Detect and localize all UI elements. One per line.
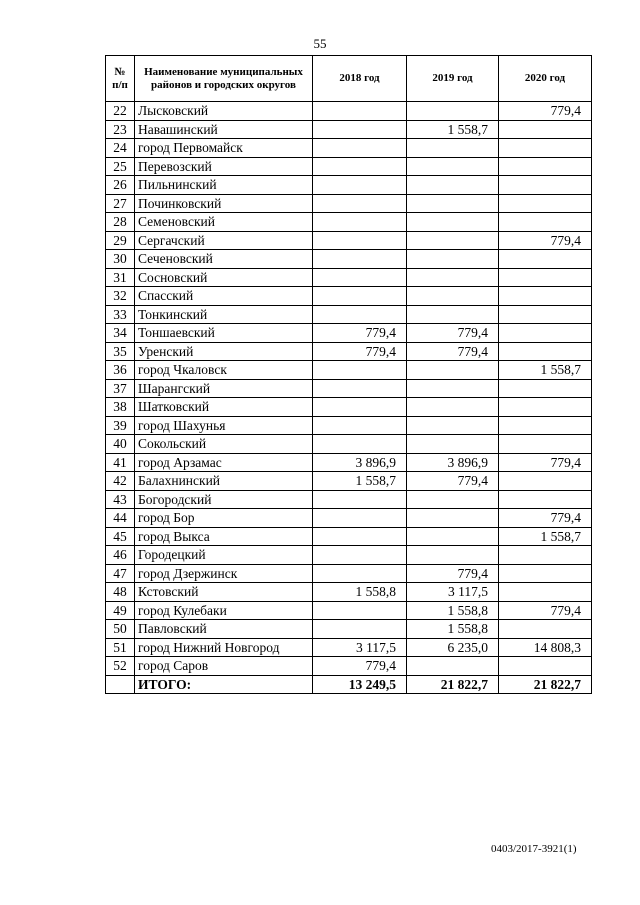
row-number: 33 — [106, 305, 135, 324]
value-2018 — [313, 102, 407, 121]
allocation-table — [105, 55, 592, 694]
value-2019: 1 558,8 — [407, 601, 499, 620]
value-2020 — [499, 287, 592, 306]
value-2018 — [313, 601, 407, 620]
district-name: Перевозский — [135, 157, 313, 176]
value-2020: 1 558,7 — [499, 527, 592, 546]
district-name: город Дзержинск — [135, 564, 313, 583]
row-number: 36 — [106, 361, 135, 380]
value-2019: 779,4 — [407, 324, 499, 343]
value-2020 — [499, 120, 592, 139]
row-number: 48 — [106, 583, 135, 602]
district-name: Семеновский — [135, 213, 313, 232]
value-2019: 6 235,0 — [407, 638, 499, 657]
district-name: город Нижний Новгород — [135, 638, 313, 657]
district-name: Тонкинский — [135, 305, 313, 324]
value-2020 — [499, 342, 592, 361]
value-2020 — [499, 564, 592, 583]
table-row — [106, 231, 592, 250]
value-2020 — [499, 324, 592, 343]
value-2020 — [499, 620, 592, 639]
district-name: Кстовский — [135, 583, 313, 602]
value-2020: 779,4 — [499, 453, 592, 472]
total-row — [106, 675, 592, 694]
value-2020: 14 808,3 — [499, 638, 592, 657]
district-name: город Выкса — [135, 527, 313, 546]
row-number: 42 — [106, 472, 135, 491]
value-2019 — [407, 435, 499, 454]
table-row — [106, 324, 592, 343]
table-row — [106, 157, 592, 176]
table-row — [106, 379, 592, 398]
total-label: ИТОГО: — [135, 675, 313, 694]
value-2018 — [313, 287, 407, 306]
value-2020 — [499, 583, 592, 602]
total-2020: 21 822,7 — [499, 675, 592, 694]
value-2019 — [407, 361, 499, 380]
district-name: Уренский — [135, 342, 313, 361]
table-row — [106, 583, 592, 602]
table-row — [106, 194, 592, 213]
row-number: 39 — [106, 416, 135, 435]
value-2019: 1 558,8 — [407, 620, 499, 639]
value-2018 — [313, 416, 407, 435]
header-no: № п/п — [106, 56, 135, 102]
value-2019: 779,4 — [407, 472, 499, 491]
table-row — [106, 416, 592, 435]
value-2018 — [313, 546, 407, 565]
value-2020: 779,4 — [499, 601, 592, 620]
district-name: Павловский — [135, 620, 313, 639]
table-row — [106, 287, 592, 306]
value-2020 — [499, 416, 592, 435]
district-name: город Чкаловск — [135, 361, 313, 380]
value-2019 — [407, 287, 499, 306]
table-header-row — [106, 56, 592, 102]
value-2018: 779,4 — [313, 657, 407, 676]
value-2018: 1 558,8 — [313, 583, 407, 602]
value-2018: 3 117,5 — [313, 638, 407, 657]
district-name: город Кулебаки — [135, 601, 313, 620]
district-name: Починковский — [135, 194, 313, 213]
value-2019 — [407, 194, 499, 213]
value-2018 — [313, 305, 407, 324]
district-name: Спасский — [135, 287, 313, 306]
table-row — [106, 601, 592, 620]
row-number: 28 — [106, 213, 135, 232]
value-2020 — [499, 139, 592, 158]
value-2020 — [499, 176, 592, 195]
value-2018 — [313, 564, 407, 583]
district-name: город Бор — [135, 509, 313, 528]
value-2019 — [407, 657, 499, 676]
row-number: 43 — [106, 490, 135, 509]
value-2019 — [407, 527, 499, 546]
table-row — [106, 250, 592, 269]
value-2018: 3 896,9 — [313, 453, 407, 472]
district-name: Балахнинский — [135, 472, 313, 491]
table-row — [106, 435, 592, 454]
table-row — [106, 102, 592, 121]
value-2019 — [407, 398, 499, 417]
row-number: 38 — [106, 398, 135, 417]
value-2018 — [313, 527, 407, 546]
value-2020 — [499, 268, 592, 287]
value-2020 — [499, 435, 592, 454]
value-2018 — [313, 379, 407, 398]
value-2019 — [407, 102, 499, 121]
district-name: Сосновский — [135, 268, 313, 287]
value-2020 — [499, 546, 592, 565]
table-row — [106, 176, 592, 195]
value-2019 — [407, 268, 499, 287]
value-2019: 3 117,5 — [407, 583, 499, 602]
value-2020 — [499, 305, 592, 324]
value-2018 — [313, 231, 407, 250]
value-2018: 779,4 — [313, 324, 407, 343]
table-row — [106, 342, 592, 361]
row-number: 34 — [106, 324, 135, 343]
district-name: город Арзамас — [135, 453, 313, 472]
value-2018 — [313, 250, 407, 269]
document-code: 0403/2017-3921(1) — [491, 843, 577, 855]
row-number: 41 — [106, 453, 135, 472]
value-2019 — [407, 379, 499, 398]
total-2019: 21 822,7 — [407, 675, 499, 694]
row-number: 32 — [106, 287, 135, 306]
value-2018 — [313, 139, 407, 158]
value-2018 — [313, 194, 407, 213]
value-2018 — [313, 620, 407, 639]
value-2020: 779,4 — [499, 231, 592, 250]
value-2018 — [313, 213, 407, 232]
total-number-cell — [106, 675, 135, 694]
table-row — [106, 490, 592, 509]
header-name: Наименование муниципальных районов и городских округов — [135, 56, 313, 102]
value-2019 — [407, 213, 499, 232]
row-number: 49 — [106, 601, 135, 620]
table-row — [106, 361, 592, 380]
table-row — [106, 564, 592, 583]
table-row — [106, 120, 592, 139]
table-row — [106, 398, 592, 417]
row-number: 37 — [106, 379, 135, 398]
value-2018 — [313, 398, 407, 417]
value-2019: 779,4 — [407, 564, 499, 583]
total-2018: 13 249,5 — [313, 675, 407, 694]
value-2020 — [499, 398, 592, 417]
district-name: Городецкий — [135, 546, 313, 565]
row-number: 25 — [106, 157, 135, 176]
table-row — [106, 657, 592, 676]
value-2020 — [499, 250, 592, 269]
district-name: Шатковский — [135, 398, 313, 417]
header-2018: 2018 год — [313, 56, 407, 102]
district-name: город Шахунья — [135, 416, 313, 435]
row-number: 29 — [106, 231, 135, 250]
row-number: 35 — [106, 342, 135, 361]
value-2020 — [499, 657, 592, 676]
value-2019 — [407, 546, 499, 565]
table-row — [106, 472, 592, 491]
value-2019 — [407, 139, 499, 158]
value-2019 — [407, 305, 499, 324]
row-number: 24 — [106, 139, 135, 158]
table-row — [106, 638, 592, 657]
value-2019 — [407, 231, 499, 250]
value-2018 — [313, 490, 407, 509]
district-name: Навашинский — [135, 120, 313, 139]
value-2020 — [499, 157, 592, 176]
table-row — [106, 453, 592, 472]
value-2018: 1 558,7 — [313, 472, 407, 491]
value-2018 — [313, 509, 407, 528]
row-number: 44 — [106, 509, 135, 528]
row-number: 27 — [106, 194, 135, 213]
value-2020 — [499, 194, 592, 213]
row-number: 50 — [106, 620, 135, 639]
value-2019 — [407, 176, 499, 195]
value-2019 — [407, 416, 499, 435]
district-name: Лысковский — [135, 102, 313, 121]
district-name: Тоншаевский — [135, 324, 313, 343]
value-2018 — [313, 268, 407, 287]
table-row — [106, 305, 592, 324]
row-number: 47 — [106, 564, 135, 583]
row-number: 51 — [106, 638, 135, 657]
row-number: 23 — [106, 120, 135, 139]
value-2020 — [499, 379, 592, 398]
value-2020 — [499, 213, 592, 232]
value-2019 — [407, 509, 499, 528]
table-row — [106, 213, 592, 232]
table-row — [106, 268, 592, 287]
row-number: 52 — [106, 657, 135, 676]
value-2018 — [313, 157, 407, 176]
value-2019 — [407, 157, 499, 176]
table-row — [106, 620, 592, 639]
district-name: Сергачский — [135, 231, 313, 250]
value-2019 — [407, 490, 499, 509]
value-2018 — [313, 120, 407, 139]
district-name: Богородский — [135, 490, 313, 509]
header-2019: 2019 год — [407, 56, 499, 102]
value-2020 — [499, 490, 592, 509]
row-number: 45 — [106, 527, 135, 546]
district-name: Сокольский — [135, 435, 313, 454]
row-number: 22 — [106, 102, 135, 121]
district-name: Шарангский — [135, 379, 313, 398]
table-row — [106, 509, 592, 528]
value-2018: 779,4 — [313, 342, 407, 361]
value-2020: 1 558,7 — [499, 361, 592, 380]
value-2019 — [407, 250, 499, 269]
value-2020: 779,4 — [499, 509, 592, 528]
header-2020: 2020 год — [499, 56, 592, 102]
table-row — [106, 546, 592, 565]
row-number: 40 — [106, 435, 135, 454]
row-number: 46 — [106, 546, 135, 565]
table-row — [106, 527, 592, 546]
value-2020: 779,4 — [499, 102, 592, 121]
value-2018 — [313, 435, 407, 454]
table-row — [106, 139, 592, 158]
value-2019: 3 896,9 — [407, 453, 499, 472]
district-name: город Саров — [135, 657, 313, 676]
page-number: 55 — [313, 36, 327, 51]
row-number: 26 — [106, 176, 135, 195]
value-2019: 779,4 — [407, 342, 499, 361]
district-name: город Первомайск — [135, 139, 313, 158]
value-2018 — [313, 361, 407, 380]
row-number: 31 — [106, 268, 135, 287]
row-number: 30 — [106, 250, 135, 269]
value-2020 — [499, 472, 592, 491]
value-2018 — [313, 176, 407, 195]
value-2019: 1 558,7 — [407, 120, 499, 139]
district-name: Пильнинский — [135, 176, 313, 195]
district-name: Сеченовский — [135, 250, 313, 269]
